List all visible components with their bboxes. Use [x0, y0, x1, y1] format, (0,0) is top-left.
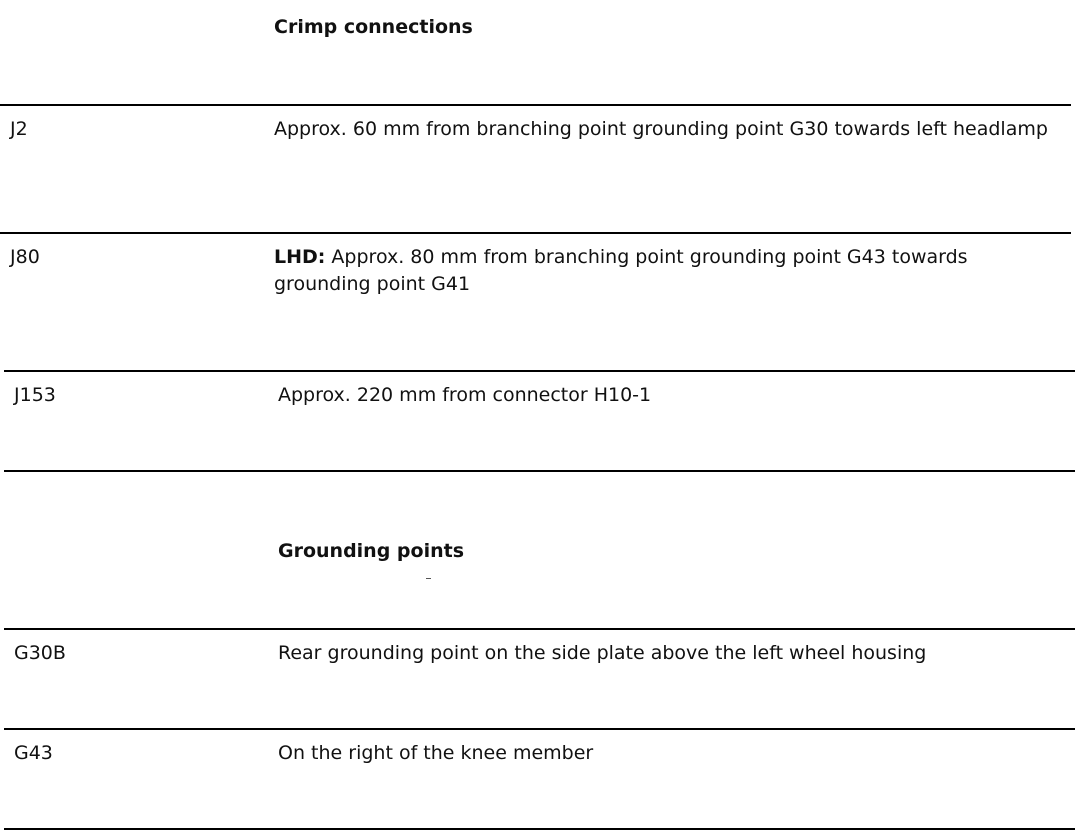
- table-rule: [4, 628, 1075, 630]
- lhd-label: LHD:: [274, 246, 326, 268]
- crimp-code-j2: J2: [10, 118, 28, 140]
- crimp-connections-heading: Crimp connections: [274, 16, 473, 38]
- crimp-desc-j2: Approx. 60 mm from branching point grounding point G30 towards left headlamp: [274, 118, 1048, 140]
- grounding-code-g30b: G30B: [14, 642, 66, 664]
- grounding-desc-g43: On the right of the knee member: [278, 742, 594, 764]
- table-rule: [4, 828, 1075, 830]
- table-rule: [0, 232, 1071, 234]
- crimp-code-j80: J80: [10, 246, 40, 268]
- table-rule: [4, 370, 1075, 372]
- crimp-desc-j80: [274, 244, 1014, 298]
- table-rule: [0, 104, 1071, 106]
- grounding-code-g43: G43: [14, 742, 53, 764]
- grounding-points-heading: Grounding points: [278, 540, 465, 562]
- crimp-code-j153: J153: [14, 384, 56, 406]
- table-rule: [4, 728, 1075, 730]
- crimp-desc-j80-text: Approx. 80 mm from branching point grounding point G43 towards grounding point G41: [274, 246, 968, 295]
- crimp-desc-j153: Approx. 220 mm from connector H10-1: [278, 384, 652, 406]
- table-rule: [4, 470, 1075, 472]
- grounding-desc-g30b: Rear grounding point on the side plate above the left wheel housing: [278, 642, 927, 664]
- stray-mark: [426, 578, 431, 579]
